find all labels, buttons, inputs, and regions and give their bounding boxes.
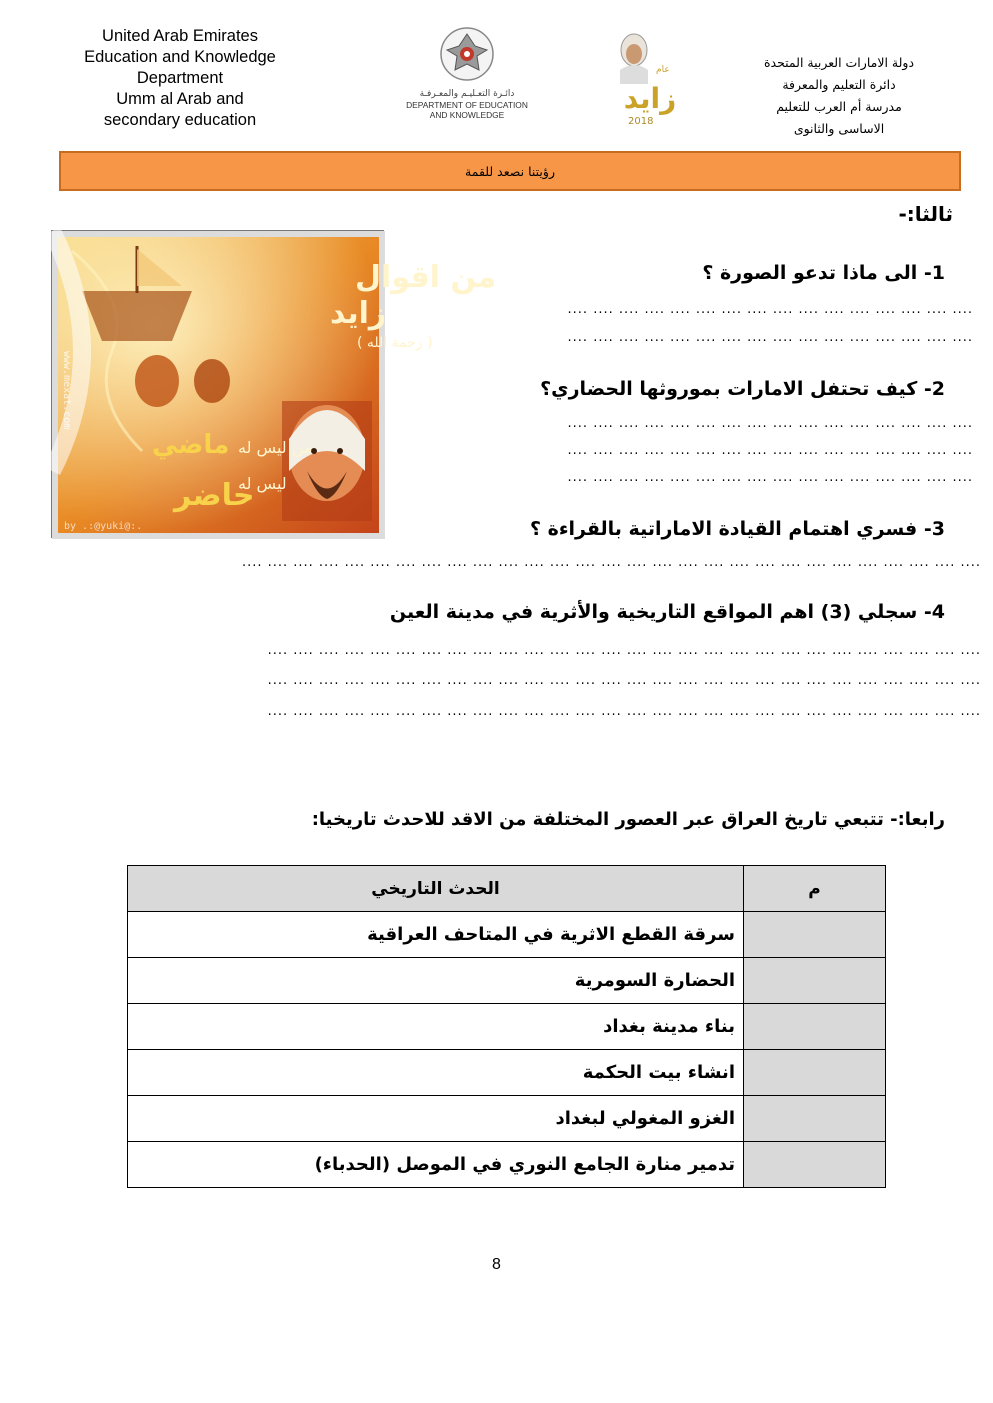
section-3-title: ثالثا:- <box>898 202 953 226</box>
question-4: 4- سجلي (3) اهم المواقع التاريخية والأثرية في مدينة العين <box>389 601 945 623</box>
header-en-line-4: Umm al Arab and <box>116 90 244 108</box>
answer-line-2c[interactable]: .... .... .... .... .... .... .... .... .... .... .... .... .... .... .... .... <box>567 470 973 485</box>
header-en-line-3: Department <box>136 69 224 87</box>
header-ar-line-2: دائرة التعليم والمعرفة <box>782 77 896 92</box>
table-row <box>128 1004 886 1050</box>
portrait-icon <box>610 24 677 128</box>
poster-quote-word-1: ماضي <box>152 430 230 460</box>
answer-line-4b[interactable]: .... .... .... .... .... .... .... .... .... .... .... .... .... .... .... .... .... .... .... .... .... .... .... .... .... .... .... .... <box>267 673 981 688</box>
question-3: 3- فسري اهتمام القيادة الاماراتية بالقراءة ؟ <box>529 518 945 540</box>
vision-banner: رؤيتنا نصعد للقمة <box>59 151 961 191</box>
answer-line-2a[interactable]: .... .... .... .... .... .... .... .... .... .... .... .... .... .... .... .... <box>567 416 973 431</box>
quote-poster-icon <box>52 231 497 539</box>
answer-line-1a[interactable]: .... .... .... .... .... .... .... .... .... .... .... .... .... .... .... .... <box>567 302 973 317</box>
order-cell[interactable] <box>744 912 886 958</box>
event-cell: تدمير منارة الجامع النوري في الموصل (الحدباء) <box>128 1142 744 1188</box>
order-cell[interactable] <box>744 1050 886 1096</box>
event-cell: الغزو المغولي لبغداد <box>128 1096 744 1142</box>
poster-website: www.mexat.com <box>61 351 72 430</box>
order-cell[interactable] <box>744 1004 886 1050</box>
poster-quote-word-2: حاضر <box>174 478 255 513</box>
question-1: 1- الى ماذا تدعو الصورة ؟ <box>702 262 945 284</box>
zayed-year-word: عام <box>656 65 670 75</box>
order-cell[interactable] <box>744 958 886 1004</box>
page-number: 8 <box>492 1256 501 1273</box>
answer-line-4c[interactable]: .... .... .... .... .... .... .... .... .... .... .... .... .... .... .... .... .... .... .... .... .... .... .... .... .... .... .... .... <box>267 704 981 719</box>
table-row <box>128 958 886 1004</box>
header-ar-line-1: دولة الامارات العربية المتحدة <box>763 55 915 70</box>
falcon-emblem-icon <box>437 24 497 84</box>
table-row <box>128 1142 886 1188</box>
header-en-line-1: United Arab Emirates <box>102 27 258 45</box>
department-logo <box>392 24 542 128</box>
event-cell: بناء مدينة بغداد <box>128 1004 744 1050</box>
logo-caption-arabic: دائـرة التعـليـم والمعـرفـة <box>419 89 515 99</box>
answer-line-2b[interactable]: .... .... .... .... .... .... .... .... .... .... .... .... .... .... .... .... <box>567 443 973 458</box>
table-header-row <box>128 866 886 912</box>
event-cell: انشاء بيت الحكمة <box>128 1050 744 1096</box>
table-row <box>128 1050 886 1096</box>
poster-title-line-2: زايد <box>330 296 387 331</box>
column-header-event: الحدث التاريخي <box>128 866 744 912</box>
table-row <box>128 1096 886 1142</box>
poster-credit: by .:@yuki@:. <box>64 521 143 532</box>
section-4-title: رابعا:- تتبعي تاريخ العراق عبر العصور المختلفة من الاقد للاحدث تاريخيا: <box>311 809 945 830</box>
answer-line-3[interactable]: .... .... .... .... .... .... .... .... .... .... .... .... .... .... .... .... .... .... .... .... .... .... .... .... .... .... .... .... .... <box>241 555 981 570</box>
zayed-year: 2018 <box>628 116 654 127</box>
poster-title-line-1: من اقوال <box>355 260 497 295</box>
zayed-quote-image <box>51 230 497 538</box>
header-ar-line-3: مدرسة أم العرب للتعليم <box>776 99 902 114</box>
event-cell: الحضارة السومرية <box>128 958 744 1004</box>
answer-line-4a[interactable]: .... .... .... .... .... .... .... .... .... .... .... .... .... .... .... .... .... .... .... .... .... .... .... .... .... .... .... .... <box>267 643 981 658</box>
logo-caption-en-1: DEPARTMENT OF EDUCATION <box>406 100 528 110</box>
column-header-number: م <box>744 866 886 912</box>
poster-title-line-3: ( رحمة الله ) <box>357 335 433 351</box>
answer-line-1b[interactable]: .... .... .... .... .... .... .... .... .... .... .... .... .... .... .... .... <box>567 330 973 345</box>
year-of-zayed-logo <box>610 24 677 128</box>
header-arabic-block <box>736 52 942 140</box>
logo-caption-en-2: AND KNOWLEDGE <box>429 110 505 120</box>
question-2: 2- كيف تحتفل الامارات بموروثها الحضاري؟ <box>540 378 945 400</box>
order-cell[interactable] <box>744 1096 886 1142</box>
header-ar-line-4: الاساسى والثانوى <box>793 121 885 136</box>
iraq-history-table <box>127 865 886 1188</box>
order-cell[interactable] <box>744 1142 886 1188</box>
header-en-line-2: Education and Knowledge <box>84 48 276 66</box>
header-english-block <box>60 26 300 131</box>
header-en-line-5: secondary education <box>103 111 257 129</box>
poster-quote-line-2: ليس له <box>238 474 287 493</box>
zayed-name: زايد <box>623 82 677 115</box>
poster-quote-line-1: من ليس له <box>238 438 313 457</box>
table-row <box>128 912 886 958</box>
event-cell: سرقة القطع الاثرية في المتاحف العراقية <box>128 912 744 958</box>
